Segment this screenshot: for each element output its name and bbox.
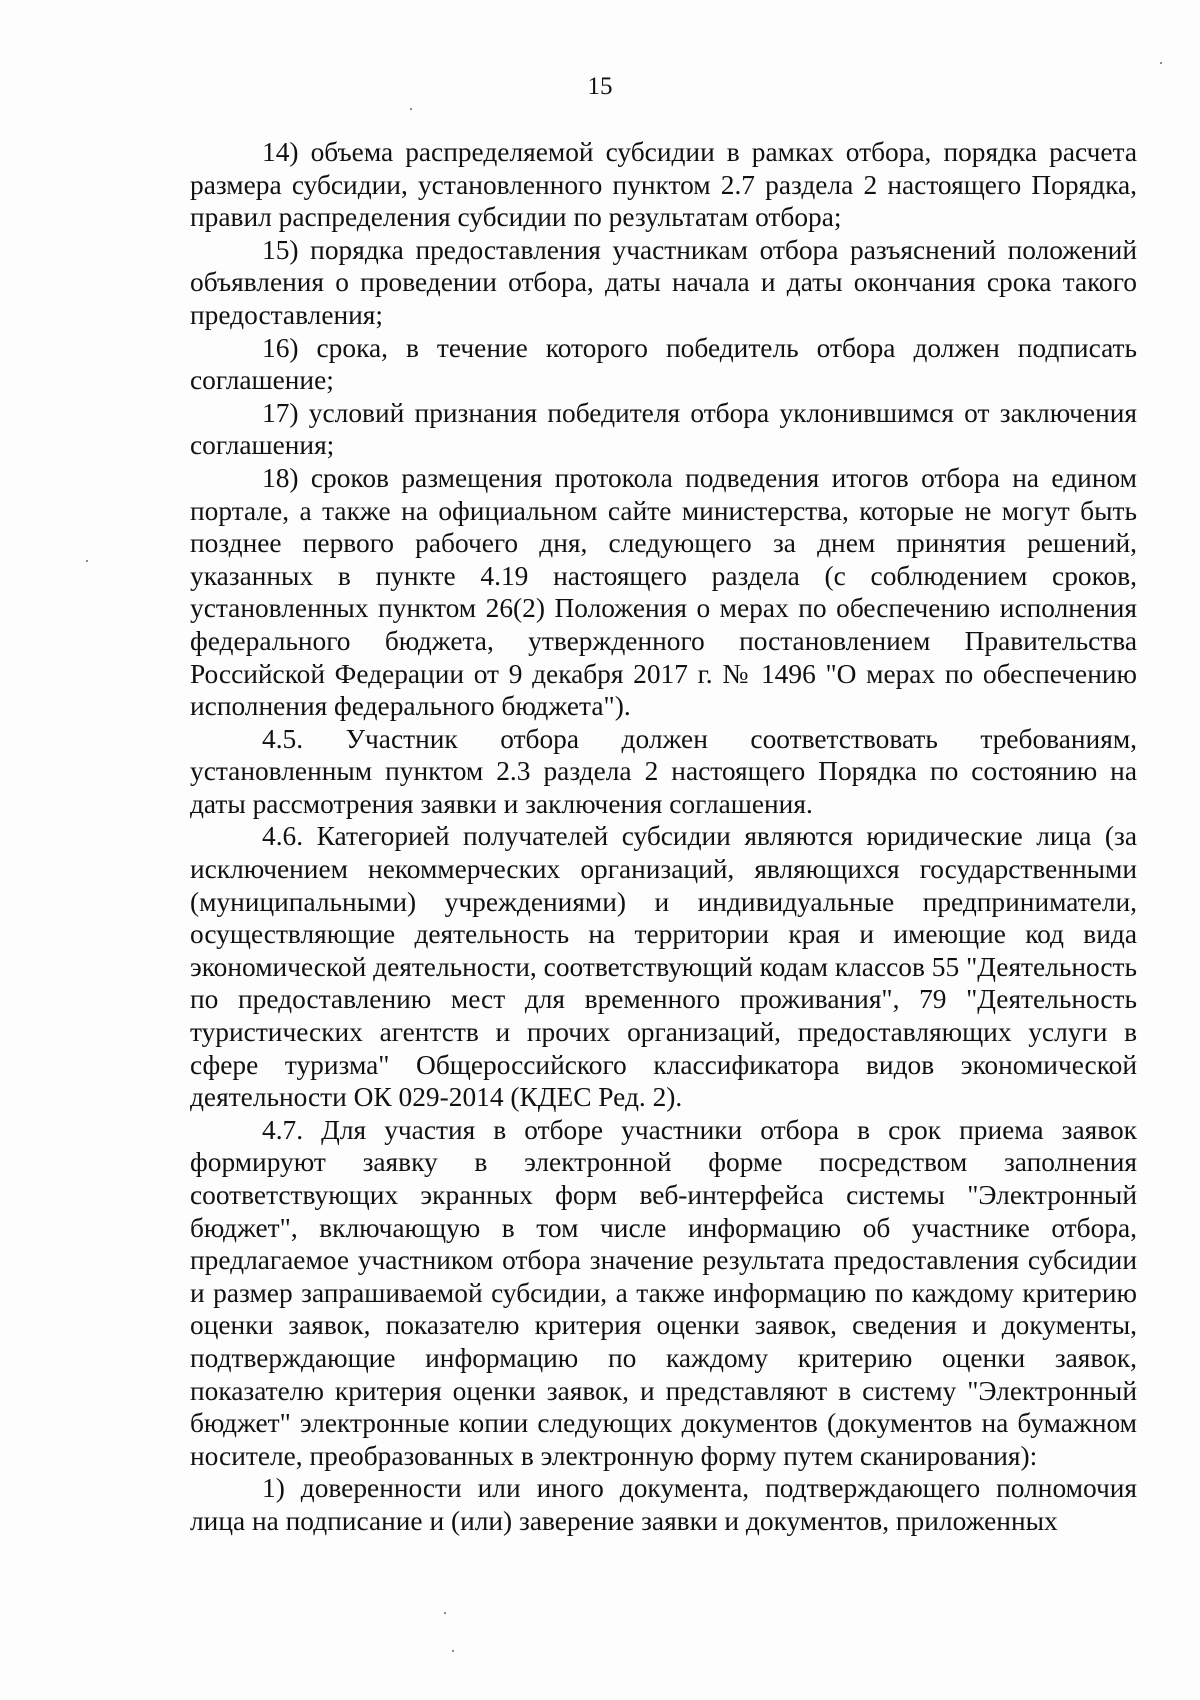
scan-speck xyxy=(444,1612,446,1614)
paragraph-clause-4-7: 4.7. Для участия в отборе участники отбора в срок приема заявок формируют заявку в электронной форме посредством заполнения соответствующих экранных форм веб-интерфейса системы "Электронный бюджет", включающую в том числе информацию об участнике отбора, предлагаемое участником отбора значение результата предоставления субсидии и размер запрашиваемой субсидии, а также информацию по каждому критерию оценки заявок, показателю критерия оценки заявок, сведения и документы, подтверждающие информацию по каждому критерию оценки заявок, показателю критерия оценки заявок, и представляют в систему "Электронный бюджет" электронные копии следующих документов (документов на бумажном носителе, преобразованных в электронную форму путем сканирования): xyxy=(190,1114,1137,1471)
page-number: 15 xyxy=(587,73,613,100)
paragraph-subitem-1: 1) доверенности или иного документа, подтверждающего полномочия лица на подписание и (или) заверение заявки и документов, приложенных xyxy=(190,1473,1137,1536)
scan-speck xyxy=(1160,62,1162,64)
paragraph-item-17: 17) условий признания победителя отбора уклонившимся от заключения соглашения; xyxy=(190,397,1137,461)
scan-speck xyxy=(86,560,88,562)
paragraph-clause-4-5: 4.5. Участник отбора должен соответствовать требованиям, установленным пунктом 2.3 раздела 2 настоящего Порядка по состоянию на даты рассмотрения заявки и заключения соглашения. xyxy=(190,723,1137,819)
document-body xyxy=(190,136,1137,1538)
paragraph-item-15: 15) порядка предоставления участникам отбора разъяснений положений объявления о проведении отбора, даты начала и даты окончания срока такого предоставления; xyxy=(190,234,1137,330)
paragraph-item-18: 18) сроков размещения протокола подведения итогов отбора на едином портале, а также на официальном сайте министерства, которые не могут быть позднее первого рабочего дня, следующего за днем принятия решений, указанных в пункте 4.19 настоящего раздела (с соблюдением сроков, установленных пунктом 26(2) Положения о мерах по обеспечению исполнения федерального бюджета, утвержденного постановлением Правительства Российской Федерации от 9 декабря 2017 г. № 1496 "О мерах по обеспечению исполнения федерального бюджета"). xyxy=(190,462,1137,722)
paragraph-item-16: 16) срока, в течение которого победитель отбора должен подписать соглашение; xyxy=(190,332,1137,396)
paragraph-item-14: 14) объема распределяемой субсидии в рамках отбора, порядка расчета размера субсидии, установленного пунктом 2.7 раздела 2 настоящего Порядка, правил распределения субсидии по результатам отбора; xyxy=(190,137,1137,233)
scan-speck xyxy=(452,1650,454,1652)
paragraph-clause-4-6: 4.6. Категорией получателей субсидии являются юридические лица (за исключением некоммерческих организаций, являющихся государственными (муниципальными) учреждениями) и индивидуальные предприниматели, осуществляющие деятельность на территории края и имеющие код вида экономической деятельности, соответствующий кодам классов 55 "Деятельность по предоставлению мест для временного проживания", 79 "Деятельность туристических агентств и прочих организаций, предоставляющих услуги в сфере туризма" Общероссийского классификатора видов экономической деятельности ОК 029-2014 (КДЕС Ред. 2). xyxy=(190,821,1137,1113)
scan-speck xyxy=(410,108,412,110)
